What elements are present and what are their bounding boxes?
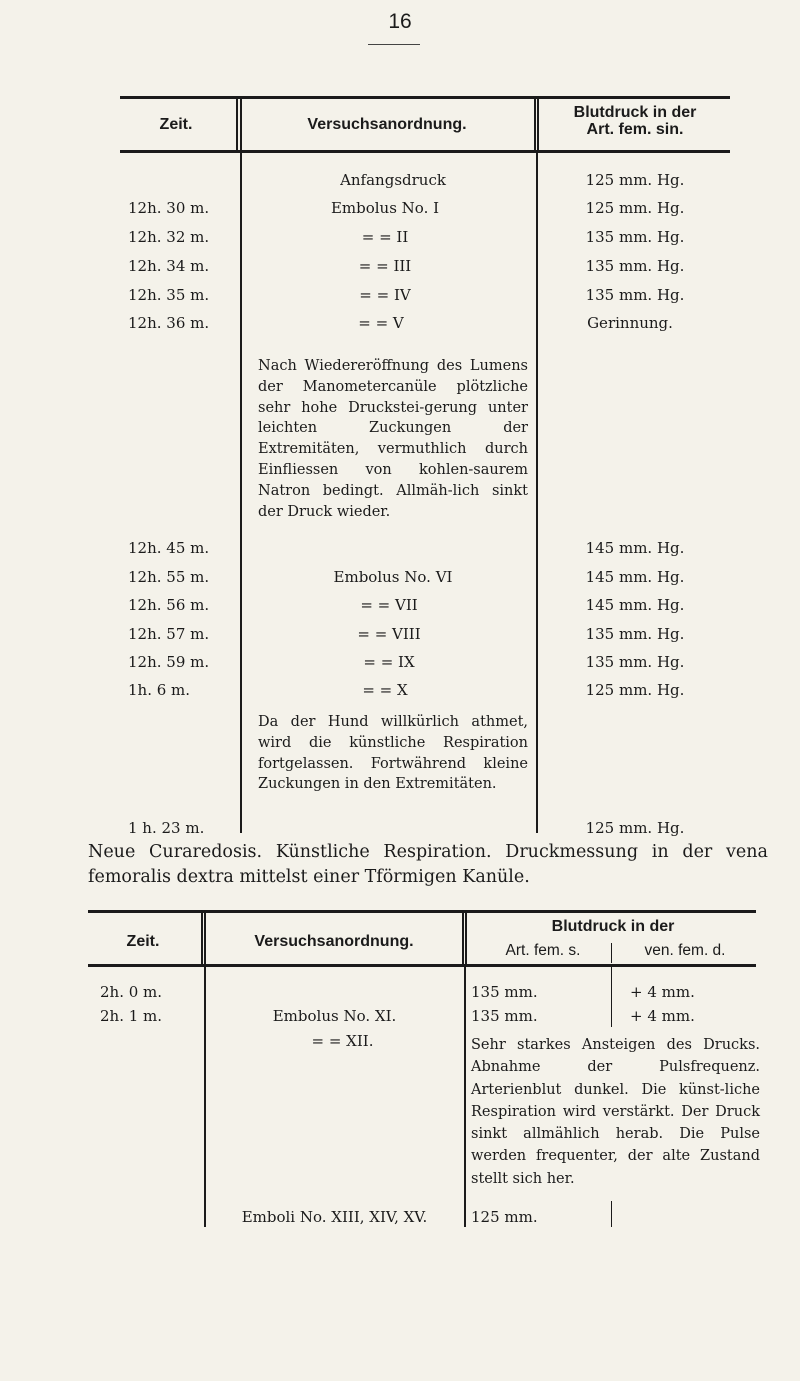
table-2-header-versuch: Versuchsanordnung. xyxy=(254,933,414,950)
table-1-procedure-8: = = VII xyxy=(360,596,418,614)
table-1-time-4: 12h. 35 m. xyxy=(128,286,210,304)
table-2-procedure-1: Embolus No. XI. xyxy=(272,1007,397,1025)
table-1-header-blutdruck-1: Blutdruck in der xyxy=(573,104,697,121)
table-1-note-respiration: Da der Hund willkürlich athmet, wird die künstliche Respiration fortgelassen. Fortwährend kleine Zuckungen in den Extremitäten. xyxy=(258,714,528,793)
table-2-header-zeit: Zeit. xyxy=(126,933,160,950)
section-caption: Neue Curaredosis. Künstliche Respiration. Druckmessung in der vena femoralis dextra mittelst einer Tförmigen Kanüle. xyxy=(88,842,768,887)
table-1-pressure-4: 135 mm. Hg. xyxy=(585,286,685,304)
table-1-header-versuch: Versuchsanordnung. xyxy=(307,116,467,133)
table-2-ven-0: + 4 mm. xyxy=(630,983,695,1001)
table-1-procedure-0: Anfangsdruck xyxy=(340,171,446,189)
table-1-pressure-10: 135 mm. Hg. xyxy=(585,653,685,671)
table-2-divider-2 xyxy=(204,913,206,964)
table-1-time-12: 1 h. 23 m. xyxy=(128,819,205,837)
table-1-time-3: 12h. 34 m. xyxy=(128,257,210,275)
table-2-procedure-final: Emboli No. XIII, XIV, XV. xyxy=(241,1208,428,1226)
table-1-pressure-8: 145 mm. Hg. xyxy=(585,596,685,614)
table-1-pressure-11: 125 mm. Hg. xyxy=(585,681,685,699)
table-1-pressure-2: 135 mm. Hg. xyxy=(585,228,685,246)
table-1-divider-2 xyxy=(240,98,242,150)
table-1-pressure-0: 125 mm. Hg. xyxy=(585,171,685,189)
table-1-time-6: 12h. 45 m. xyxy=(128,539,210,557)
table-1-time-10: 12h. 59 m. xyxy=(128,653,210,671)
table-1-procedure-10: = = IX xyxy=(363,653,415,671)
table-1-time-9: 12h. 57 m. xyxy=(128,625,210,643)
table-2-divider-7 xyxy=(611,943,612,963)
table-1-procedure-2: = = II xyxy=(361,228,409,246)
table-1-time-1: 12h. 30 m. xyxy=(128,199,210,217)
table-1-header-zeit: Zeit. xyxy=(159,116,193,133)
table-1-procedure-4: = = IV xyxy=(359,286,411,304)
table-2-top-rule xyxy=(88,910,756,913)
table-1-procedure-3: = = III xyxy=(358,257,412,275)
table-2-divider-1 xyxy=(201,913,203,964)
table-1-pressure-12: 125 mm. Hg. xyxy=(585,819,685,837)
table-2-art-1: 135 mm. xyxy=(471,1007,538,1025)
table-1-divider-6 xyxy=(536,153,538,833)
table-2-art-final: 125 mm. xyxy=(471,1208,538,1226)
table-2-procedure-2: = = XII. xyxy=(311,1032,374,1050)
table-1-procedure-11: = = X xyxy=(362,681,408,699)
table-2-divider-6 xyxy=(464,967,466,1227)
table-1-pressure-5: Gerinnung. xyxy=(587,314,673,332)
table-2-divider-4 xyxy=(462,913,464,964)
table-2-header-art: Art. fem. s. xyxy=(505,942,581,959)
table-2-time-0: 2h. 0 m. xyxy=(100,983,163,1001)
table-1-pressure-7: 145 mm. Hg. xyxy=(585,568,685,586)
table-1-divider-3 xyxy=(240,153,242,833)
table-1-pressure-1: 125 mm. Hg. xyxy=(585,199,685,217)
table-2-divider-3 xyxy=(204,967,206,1227)
table-1-pressure-9: 135 mm. Hg. xyxy=(585,625,685,643)
page-number-underline xyxy=(368,44,420,45)
table-1-time-5: 12h. 36 m. xyxy=(128,314,210,332)
table-2-divider-8 xyxy=(611,967,612,1027)
table-2-divider-5 xyxy=(465,913,467,964)
table-1-divider-5 xyxy=(537,98,539,150)
table-2-header-rule xyxy=(88,964,756,967)
table-1-procedure-9: = = VIII xyxy=(357,625,421,643)
table-2-ven-1: + 4 mm. xyxy=(630,1007,695,1025)
table-1-procedure-7: Embolus No. VI xyxy=(333,568,453,586)
table-2-divider-9 xyxy=(611,1201,612,1227)
table-1-time-2: 12h. 32 m. xyxy=(128,228,210,246)
table-1-note-reopening: Nach Wiedereröffnung des Lumens der Manometercanüle plötzliche sehr hohe Druckstei-gerung unter leichten Zuckungen der Extremitäten, vermuthlich durch Einfliessen von kohlen-saurem Natron bedingt. Allmäh-lich sinkt der Druck wieder. xyxy=(258,358,528,520)
table-2-note: Sehr starkes Ansteigen des Drucks. Abnahme der Pulsfrequenz. Arterienblut dunkel. Die künst-liche Respiration wird verstärkt. Der Druck sinkt allmählich herab. Die Pulse werden frequenter, der alte Zustand stellt sich her. xyxy=(471,1037,760,1187)
table-2-header-ven: ven. fem. d. xyxy=(644,942,726,959)
table-1-divider-1 xyxy=(236,98,238,150)
table-1-time-7: 12h. 55 m. xyxy=(128,568,210,586)
table-1-header-blutdruck-2: Art. fem. sin. xyxy=(586,121,684,138)
table-1-procedure-5: = = V xyxy=(358,314,404,332)
table-1-divider-4 xyxy=(534,98,536,150)
table-1-procedure-1: Embolus No. I xyxy=(330,199,440,217)
table-1-pressure-6: 145 mm. Hg. xyxy=(585,539,685,557)
table-1-time-11: 1h. 6 m. xyxy=(128,681,191,699)
table-1-top-rule xyxy=(120,96,730,99)
table-2-time-1: 2h. 1 m. xyxy=(100,1007,163,1025)
table-1-pressure-3: 135 mm. Hg. xyxy=(585,257,685,275)
table-2-header-blutdruck: Blutdruck in der xyxy=(551,918,675,935)
table-2-art-0: 135 mm. xyxy=(471,983,538,1001)
table-1-header-rule xyxy=(120,150,730,153)
page-number: 16 xyxy=(388,10,412,33)
table-1-time-8: 12h. 56 m. xyxy=(128,596,210,614)
